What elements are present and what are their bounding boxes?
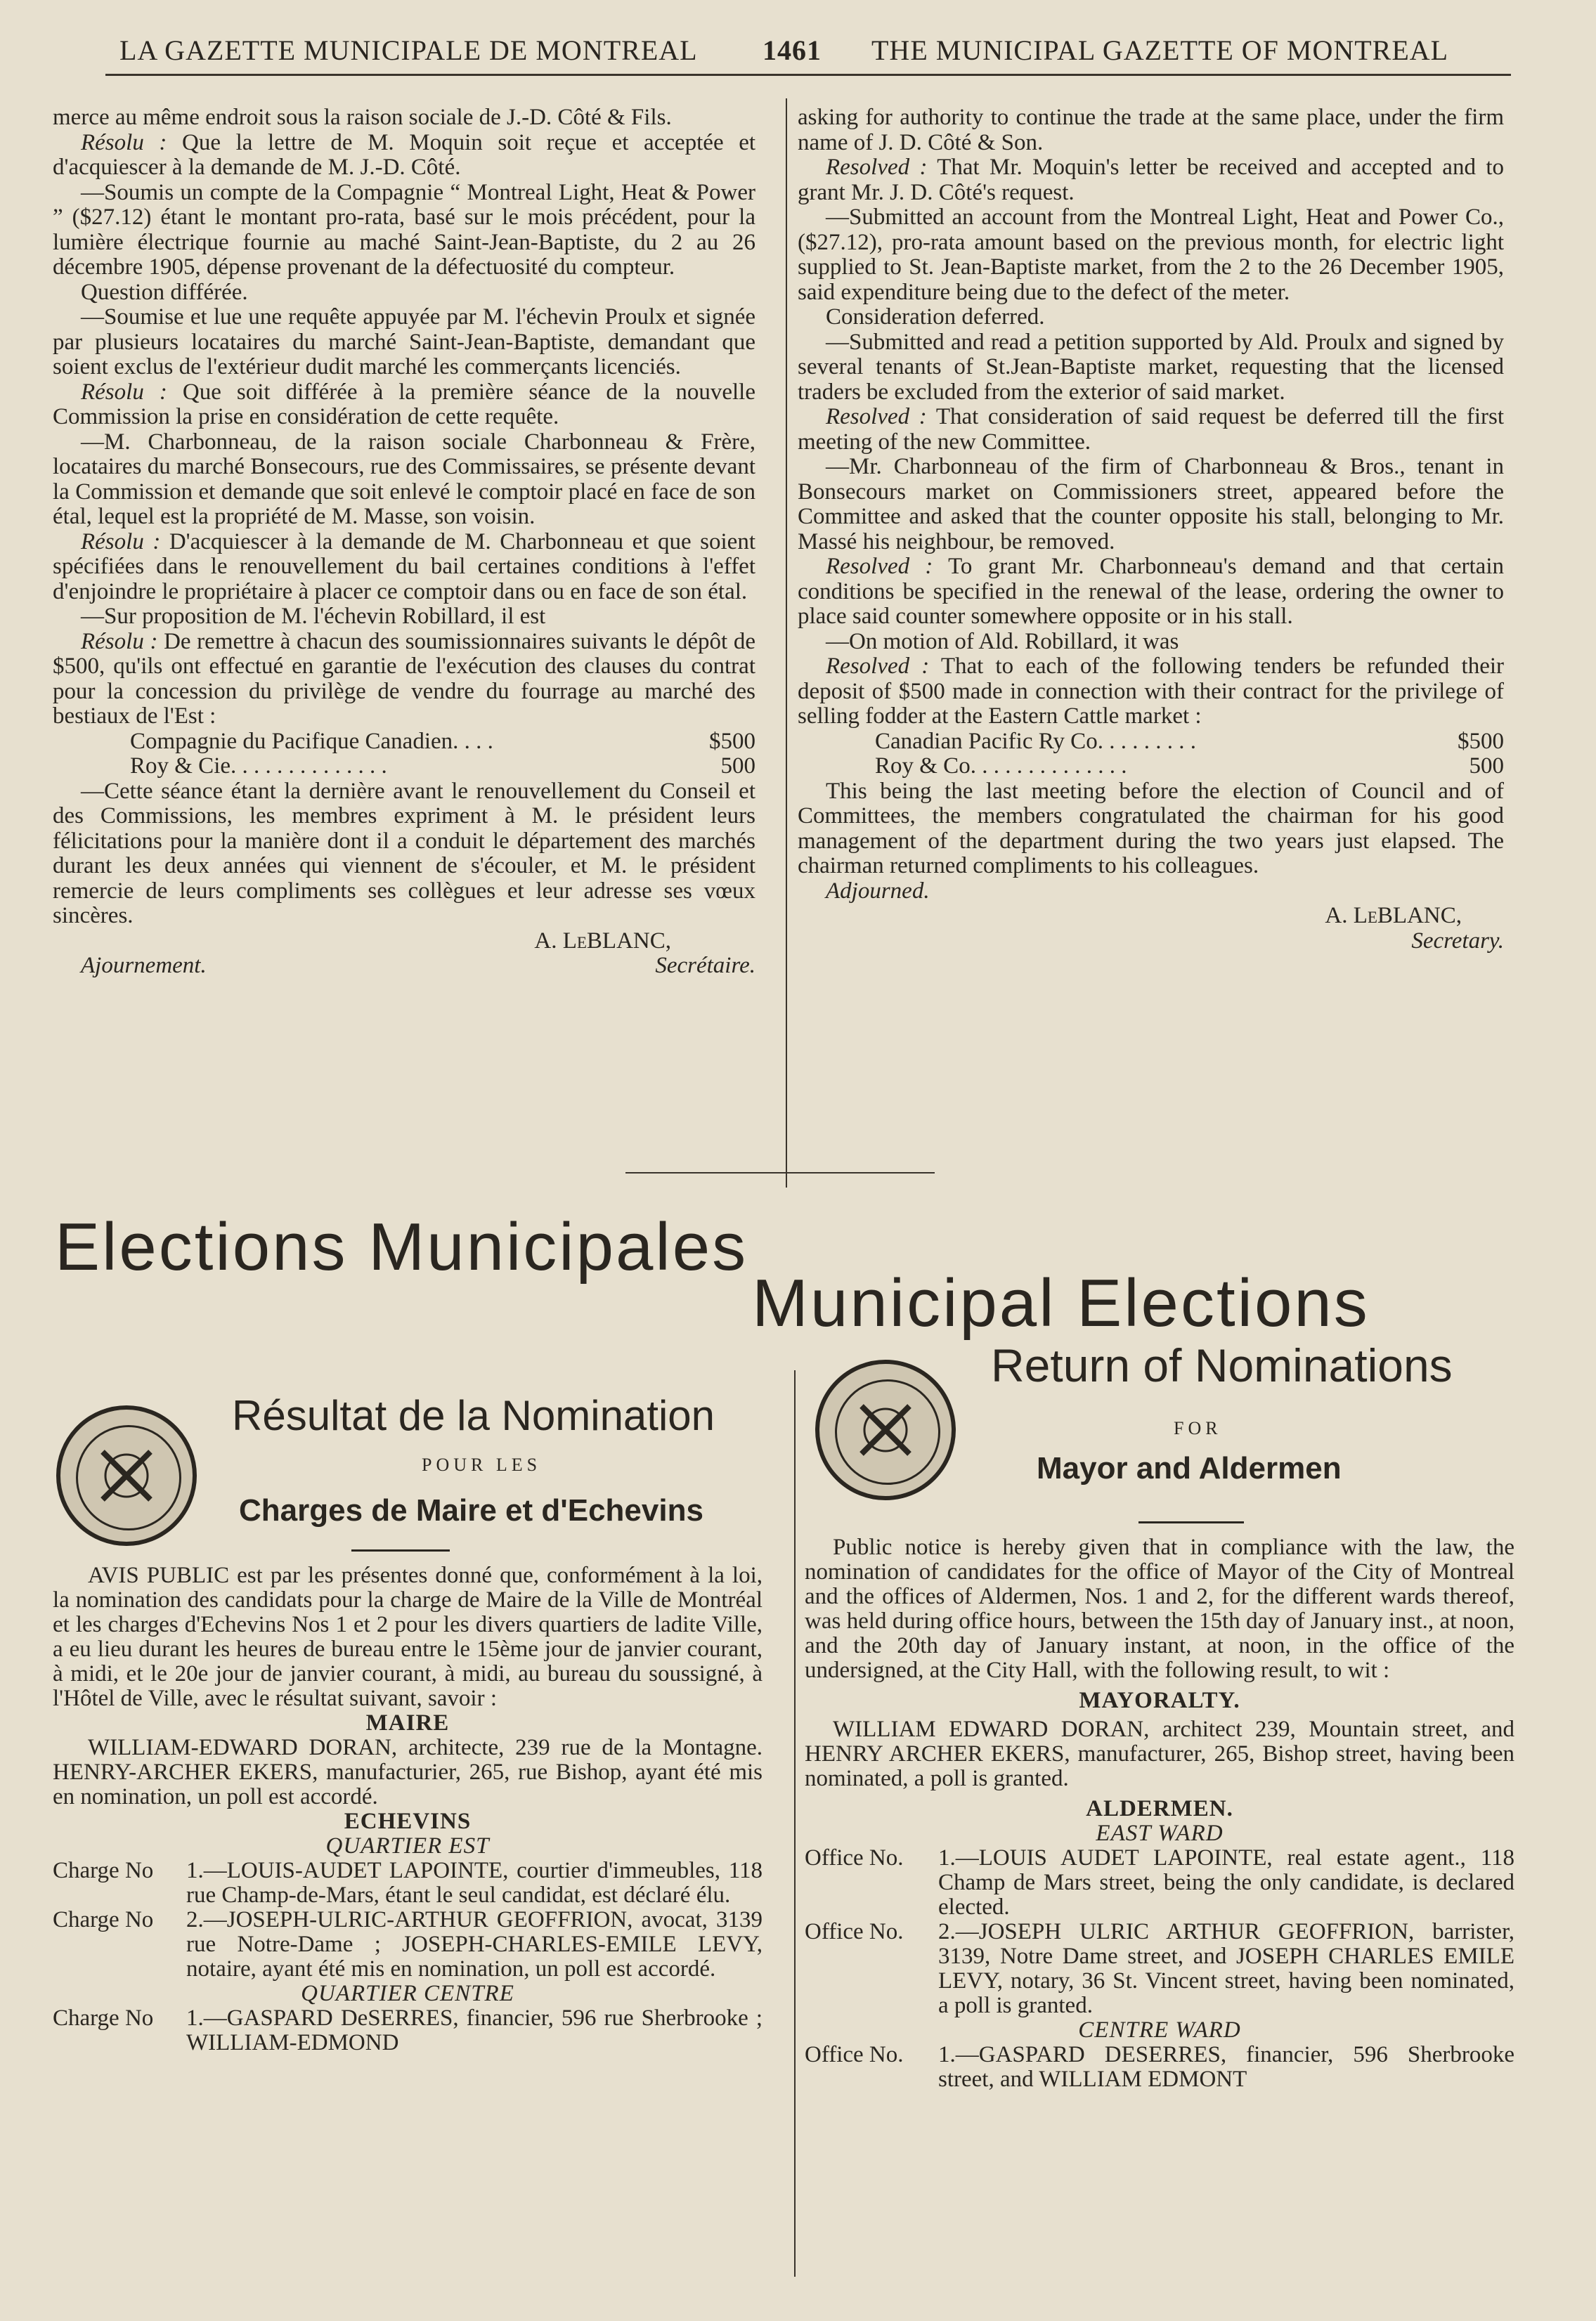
- paragraph: asking for authority to continue the trade at the same place, under the firm name of J. D. Côté & Son.: [798, 105, 1504, 155]
- resolution-label: Résolu :: [81, 628, 158, 654]
- office-entry: [53, 1908, 763, 1982]
- notice-intro: AVIS PUBLIC est par les présentes donné que, conformément à la loi, la nomination des candidats pour la charge de Maire de la Ville de Montréal et les charges d'Echevins Nos 1 et 2 pour les divers quartiers de ladite Ville, a eu lieu durant les heures de bureau entre le 15ème jour de janvier courant, à midi, et le 20e jour de janvier courant, à midi, au bureau du soussigné, à l'Hôtel de Ville, avec le résultat suivant, savoir :: [53, 1563, 763, 1711]
- office-text: 1.—LOUIS-AUDET LAPOINTE, courtier d'immeubles, 118 rue Champ-de-Mars, étant le seul candidat, est déclaré élu.: [186, 1858, 763, 1908]
- mayor-heading: MAIRE: [365, 1710, 450, 1736]
- resolution-label: Resolved :: [826, 155, 928, 180]
- french-minutes-column: [53, 105, 755, 979]
- resolution: [53, 630, 755, 729]
- resolution: [53, 380, 755, 430]
- notice-intro: Public notice is hereby given that in compliance with the law, the nomination of candidates for the office of Mayor of the City of Montreal and the offices of Aldermen, Nos. 1 and 2, for the different wards thereof, was held during office hours, between the 15th day of January inst., at noon, and the 20th day of January instant, at noon, in the office of the undersigned, at the City Hall, with the following result, to wit :: [805, 1535, 1514, 1683]
- resolution-text: That Mr. Moquin's letter be received and accepted and to grant Mr. J. D. Côté's request.: [798, 155, 1504, 205]
- mayor-candidates: WILLIAM-EDWARD DORAN, architecte, 239 rue de la Montagne. HENRY-ARCHER EKERS, manufacturier, 265, rue Bishop, ayant été mis en nomination, un poll est accordé.: [53, 1735, 763, 1809]
- mayor-candidates: WILLIAM EDWARD DORAN, architect 239, Mountain street, and HENRY ARCHER EKERS, manufacturer, 265, Bishop street, having been nominated, a poll is granted.: [805, 1717, 1514, 1791]
- city-seal-icon: [815, 1360, 956, 1500]
- list-item-amount: $500: [709, 728, 755, 754]
- nomination-fr-subtitle: Charges de Maire et d'Echevins: [239, 1493, 703, 1528]
- office-text: 2.—JOSEPH ULRIC ARTHUR GEOFFRION, barrister, 3139, Notre Dame street, and JOSEPH CHARLES EMILE LEVY, notary, 36 St. Vincent street, having been nominated, a poll is granted.: [938, 1919, 1514, 2018]
- resolution: [798, 554, 1504, 630]
- list-item-name: Compagnie du Pacifique Canadien. . . .: [130, 728, 493, 754]
- paragraph: merce au même endroit sous la raison sociale de J.-D. Côté & Fils.: [53, 105, 672, 130]
- seal-emblem-icon: [60, 1410, 193, 1542]
- office-label: Charge No: [53, 2005, 154, 2031]
- resolution-text: To grant Mr. Charbonneau's demand and that certain conditions be specified in the renewal of the lease, ordering the owner to place said counter somewhere opposite or in his stall.: [798, 554, 1504, 629]
- resolution: [798, 654, 1504, 729]
- closing: Adjourned.: [826, 878, 930, 904]
- resolution-text: That consideration of said request be deferred till the first meeting of the new Committee.: [798, 404, 1504, 455]
- office-text: 1.—LOUIS AUDET LAPOINTE, real estate agent., 118 Champ de Mars street, being the only candidate, is declared elected.: [938, 1845, 1514, 1920]
- resolution: [798, 405, 1504, 455]
- resolution-label: Resolved :: [826, 654, 930, 679]
- nomination-fr-body: [53, 1563, 763, 2055]
- page-number: 1461: [763, 34, 822, 66]
- paragraph: —Sur proposition de M. l'échevin Robillard, il est: [81, 604, 546, 629]
- resolution-text: Que la lettre de M. Moquin soit reçue et acceptée et d'acquiescer à la demande de M. J.-D. Côté.: [53, 129, 756, 180]
- banner-english: Municipal Elections: [752, 1266, 1370, 1341]
- nomination-fr-title: Résultat de la Nomination: [232, 1392, 715, 1439]
- office-entry: [53, 1859, 763, 1908]
- running-header: [105, 34, 1511, 76]
- paragraph: —Cette séance étant la dernière avant le renouvellement du Conseil et des Commissions, les membres expriment à M. le président leurs félicitations pour la manière dont il a conduit le département des marchés durant les deux années qui viennent de s'écouler, et M. le président remercie de leurs compliments ses collègues et leur adresse ses vœux sincères.: [53, 778, 755, 928]
- signature: A. LeBLANC,: [534, 928, 671, 954]
- list-item: [798, 754, 1504, 779]
- nomination-en-body: [805, 1535, 1514, 2092]
- header-rule: [105, 74, 1511, 76]
- banner-french: Elections Municipales: [55, 1209, 748, 1285]
- aldermen-heading: ALDERMEN.: [1086, 1796, 1233, 1821]
- aldermen-heading: ECHEVINS: [344, 1809, 472, 1834]
- resolution: [53, 131, 755, 181]
- nomination-fr-pour: POUR LES: [422, 1455, 542, 1475]
- resolution-text: De remettre à chacun des soumissionnaires suivants le dépôt de $500, qu'ils ont effectué en garantie de l'exécution des clauses du contrat pour la concession du privilège de vendre du fourrage au marché des bestiaux de l'Est :: [53, 628, 755, 729]
- closing: Ajournement.: [81, 953, 207, 978]
- office-label: Office No.: [805, 1919, 904, 1944]
- office-text: 1.—GASPARD DESERRES, financier, 596 Sherbrooke street, and WILLIAM EDMONT: [938, 2042, 1514, 2092]
- list-item-name: Canadian Pacific Ry Co. . . . . . . . .: [875, 728, 1196, 754]
- list-item: [53, 729, 755, 755]
- paragraph: —Soumise et lue une requête appuyée par M. l'échevin Proulx et signée par plusieurs locataires du marché Saint-Jean-Baptiste, demandant que soient exclus de l'extérieur dudit marché les commerçants licenciés.: [53, 304, 755, 379]
- office-text: 1.—GASPARD DeSERRES, financier, 596 rue Sherbrooke ; WILLIAM-EDMOND: [186, 2005, 763, 2055]
- resolution: [798, 155, 1504, 205]
- paragraph: —Submitted an account from the Montreal Light, Heat and Power Co., ($27.12), pro-rata amount based on the previous month, for electric light supplied to St. Jean-Baptiste market, from the 2 to the 26 December 1905, said expenditure being due to the defect of the meter.: [798, 204, 1504, 305]
- paragraph: —Submitted and read a petition supported by Ald. Proulx and signed by several tenants of St.Jean-Baptiste market, requesting that the licensed traders be excluded from the exterior of said market.: [798, 329, 1504, 405]
- office-label: Office No.: [805, 2042, 904, 2067]
- office-label: Office No.: [805, 1845, 904, 1871]
- paragraph: —On motion of Ald. Robillard, it was: [826, 628, 1179, 654]
- office-text: 2.—JOSEPH-ULRIC-ARTHUR GEOFFRION, avocat, 3139 rue Notre-Dame ; JOSEPH-CHARLES-EMILE LEVY, notaire, ayant été mis en nomination, un poll est accordé.: [186, 1907, 763, 1982]
- paragraph: This being the last meeting before the election of Council and of Committees, the members congratulated the chairman for his good management of the department during the two years just elapsed. The chairman returned compliments to his colleagues.: [798, 778, 1504, 878]
- office-label: Charge No: [53, 1907, 154, 1932]
- ward-heading: QUARTIER CENTRE: [301, 1981, 514, 2006]
- list-item: [798, 729, 1504, 755]
- resolution-text: That to each of the following tenders be refunded their deposit of $500 made in connection with their contract for the privilege of selling fodder at the Eastern Cattle market :: [798, 654, 1505, 729]
- header-french-title: LA GAZETTE MUNICIPALE DE MONTREAL: [119, 34, 698, 66]
- resolution-label: Résolu :: [81, 129, 167, 155]
- signature: A. LeBLANC,: [1325, 903, 1462, 928]
- mayor-heading: MAYORALTY.: [1079, 1688, 1240, 1713]
- paragraph: Consideration deferred.: [826, 304, 1045, 330]
- city-seal-icon: [56, 1405, 197, 1546]
- list-item-name: Roy & Co. . . . . . . . . . . . . .: [875, 753, 1127, 779]
- list-item-amount: $500: [1458, 728, 1504, 754]
- nomination-en-for: FOR: [1174, 1418, 1222, 1438]
- list-item: [53, 754, 755, 779]
- paragraph: —Mr. Charbonneau of the firm of Charbonneau & Bros., tenant in Bonsecours market on Commissioners street, appeared before the Committee and asked that the counter opposite his stall, belonging to Mr. Massé his neighbour, be removed.: [798, 454, 1504, 554]
- notice-rule: [1138, 1521, 1244, 1523]
- resolution: [53, 530, 755, 605]
- resolution-label: Resolved :: [826, 554, 933, 579]
- signature-role: Secretary.: [1411, 928, 1504, 954]
- seal-emblem-icon: [819, 1364, 952, 1496]
- office-entry: [805, 1846, 1514, 1920]
- english-minutes-column: [798, 105, 1504, 954]
- list-item-amount: 500: [720, 753, 755, 779]
- column-divider: [786, 98, 787, 1188]
- header-english-title: THE MUNICIPAL GAZETTE OF MONTREAL: [871, 34, 1449, 66]
- office-entry: [805, 2043, 1514, 2092]
- resolution-text: D'acquiescer à la demande de M. Charbonneau et que soient spécifiées dans le renouvellement du bail certaines conditions à l'effet d'enjoindre le propriétaire à placer ce comptoir dans ou en face de son étal.: [53, 528, 755, 604]
- ward-heading: EAST WARD: [1096, 1821, 1224, 1846]
- resolution-label: Résolu :: [81, 528, 161, 554]
- section-rule: [625, 1172, 935, 1173]
- signature-role: Secrétaire.: [655, 953, 755, 978]
- office-entry: [53, 2006, 763, 2055]
- nomination-en-subtitle: Mayor and Aldermen: [1037, 1451, 1342, 1485]
- resolution-text: Que soit différée à la première séance de la nouvelle Commission la prise en considération de cette requête.: [53, 379, 755, 429]
- column-divider: [794, 1370, 796, 2277]
- paragraph: —M. Charbonneau, de la raison sociale Charbonneau & Frère, locataires du marché Bonsecours, rue des Commissaires, se présente devant la Commission et demande que soit enlevé le comptoir placé en face de son étal, lequel est la propriété de M. Masse, son voisin.: [53, 429, 755, 529]
- notice-rule: [351, 1549, 450, 1552]
- list-item-name: Roy & Cie. . . . . . . . . . . . . .: [130, 753, 387, 779]
- ward-heading: QUARTIER EST: [325, 1833, 490, 1859]
- resolution-label: Résolu :: [81, 379, 167, 405]
- office-entry: [805, 1920, 1514, 2018]
- paragraph: —Soumis un compte de la Compagnie “ Montreal Light, Heat & Power ” ($27.12) étant le montant pro-rata, basé sur le mois précédent, pour la lumière électrique fournie au maché Saint-Jean-Baptiste, du 2 au 26 décembre 1905, dépense provenant de la défectuosité du compteur.: [53, 179, 755, 280]
- ward-heading: CENTRE WARD: [1078, 2017, 1241, 2043]
- nomination-en-title: Return of Nominations: [991, 1339, 1453, 1391]
- office-label: Charge No: [53, 1858, 154, 1883]
- paragraph: Question différée.: [81, 279, 248, 305]
- closing-line: [53, 954, 755, 979]
- list-item-amount: 500: [1469, 753, 1504, 779]
- resolution-label: Resolved :: [826, 404, 927, 429]
